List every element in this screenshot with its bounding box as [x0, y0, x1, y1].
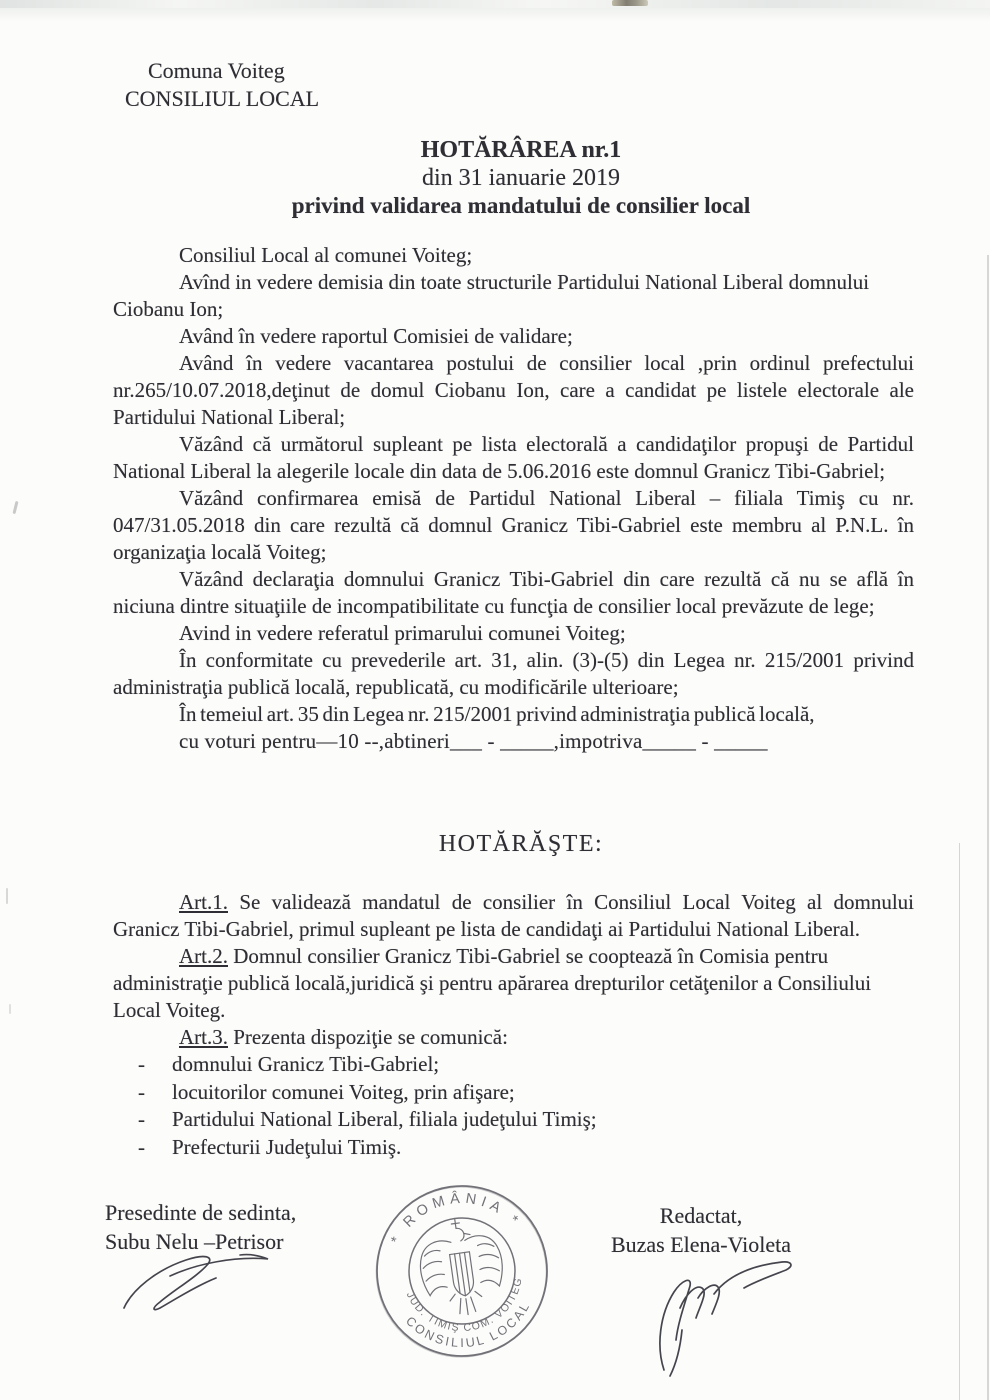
distribution-list: [113, 1051, 914, 1161]
editor-handwritten-signature: [636, 1250, 806, 1380]
official-stamp: [372, 1181, 552, 1361]
preamble-paragraph-2: Avînd in vedere demisia din toate structurile Partidului National Liberal domnului Ciobanu Ion;: [113, 270, 870, 321]
article-2-label: Art.2.: [179, 944, 228, 968]
decision-subject: privind validarea mandatului de consilier local: [291, 193, 751, 218]
article-2: [113, 943, 914, 1024]
article-3: [113, 1024, 914, 1051]
issuing-authority: [125, 57, 319, 113]
scan-artifact-edge-line: [987, 255, 989, 1400]
editor-role: Redactat,: [659, 1203, 743, 1228]
list-dash: -: [138, 1107, 145, 1131]
commune-name: Comuna Voiteg: [148, 58, 285, 83]
preamble-paragraph-9: În conformitate cu prevederile art. 31, alin. (3)-(5) din Legea nr. 215/2001 privind administraţia publică locală, republicată, cu modificările ulterioare;: [113, 648, 914, 699]
editor-name: Buzas Elena-Violeta: [610, 1232, 792, 1257]
decision-heading: HOTĂRĂŞTE:: [438, 831, 604, 857]
votes-line: cu voturi pentru—10 --,abtineri___ - _____,impotriva_____ - _____: [179, 729, 768, 753]
president-role: Presedinte de sedinta,: [105, 1200, 297, 1225]
list-item-text: Prefecturii Judeţului Timiş.: [172, 1134, 402, 1159]
list-item: [113, 1106, 914, 1134]
preamble-paragraph-8: Avind in vedere referatul primarului comunei Voiteg;: [179, 621, 626, 645]
article-1-label: Art.1.: [179, 890, 228, 914]
preamble-paragraph-7: Văzând declaraţia domnului Granicz Tibi-Gabriel din care rezultă că nu se află în niciuna dintre situaţiile de incompatibilitate cu funcţia de consilier local prevăzute de lege;: [113, 567, 914, 618]
scan-artifact-top-fade: [0, 8, 990, 22]
scan-artifact-smudge: [612, 0, 648, 6]
president-handwritten-signature: [112, 1246, 282, 1318]
list-item-text: locuitorilor comunei Voiteg, prin afişare;: [172, 1079, 515, 1104]
article-3-label: Art.3.: [179, 1025, 228, 1049]
preamble-paragraph-1: Consiliul Local al comunei Voiteg;: [179, 243, 473, 267]
scan-artifact-speck: [6, 888, 8, 904]
list-dash: -: [138, 1079, 145, 1104]
list-item-text: domnului Granicz Tibi-Gabriel;: [172, 1052, 440, 1076]
preamble-paragraph-3: Având în vedere raportul Comisiei de validare;: [179, 324, 573, 348]
preamble-paragraph-10: În temeiul art. 35 din Legea nr. 215/2001 privind administraţia publică locală,: [179, 702, 815, 726]
preamble-paragraph-4: Având în vedere vacantarea postului de consilier local ,prin ordinul prefectului nr.265/10.07.2018,deţinut de domul Ciobanu Ion, care a candidat pe listele electorale ale Partidului National Liberal;: [113, 351, 914, 429]
preamble-paragraph-5: Văzând că următorul supleant pe lista electorală a candidaţilor propuşi de Partidul National Liberal la alegerile locale din data de 5.06.2016 este domnul Granicz Tibi-Gabriel;: [113, 432, 914, 483]
list-item: [113, 1079, 914, 1107]
article-1: [113, 889, 914, 943]
list-dash: -: [138, 1052, 145, 1076]
list-item: [113, 1051, 914, 1079]
preamble: [113, 242, 914, 755]
decision-date: din 31 ianuarie 2019: [422, 165, 620, 191]
list-dash: -: [138, 1134, 145, 1159]
scan-artifact-top-band: [0, 0, 990, 8]
scan-artifact-vertical-line: [959, 843, 960, 1400]
article-2-text: Domnul consilier Granicz Tibi-Gabriel se cooptează în Comisia pentru administraţie publică locală,juridică şi pentru apărarea drepturilor cetăţenilor a Consiliului Local Voiteg.: [113, 944, 872, 1022]
article-1-text: Se validează mandatul de consilier în Consiliul Local Voiteg al domnului Granicz Tibi-Gabriel, primul supleant pe lista de candidaţi ai Partidului National Liberal.: [113, 890, 914, 941]
list-item-text: Partidului National Liberal, filiala judeţului Timiş;: [172, 1107, 597, 1131]
list-item: [113, 1134, 914, 1162]
stamp-country-text: * ROMÂNIA *: [388, 1190, 525, 1247]
scan-artifact-speck: [12, 501, 18, 514]
decision-number: HOTĂRÂREA nr.1: [420, 137, 622, 163]
stamp-council-text: CONSILIUL LOCAL: [403, 1298, 534, 1351]
decision-title-block: [113, 136, 929, 220]
scan-artifact-speck: [9, 1004, 11, 1014]
stamp-county-text: JUD. TIMIŞ COM. VOITEG: [403, 1276, 525, 1335]
council-name: CONSILIUL LOCAL: [125, 86, 320, 111]
articles-section: [113, 889, 914, 1161]
preamble-paragraph-6: Văzând confirmarea emisă de Partidul National Liberal – filiala Timiş cu nr. 047/31.05.2018 din care rezultă că domnul Granicz Tibi-Gabriel este membru al P.N.L. în organizaţia locală Voiteg;: [113, 486, 914, 564]
article-3-text: Prezenta dispoziţie se comunică:: [228, 1025, 508, 1049]
president-name: Subu Nelu –Petrisor: [105, 1229, 284, 1254]
